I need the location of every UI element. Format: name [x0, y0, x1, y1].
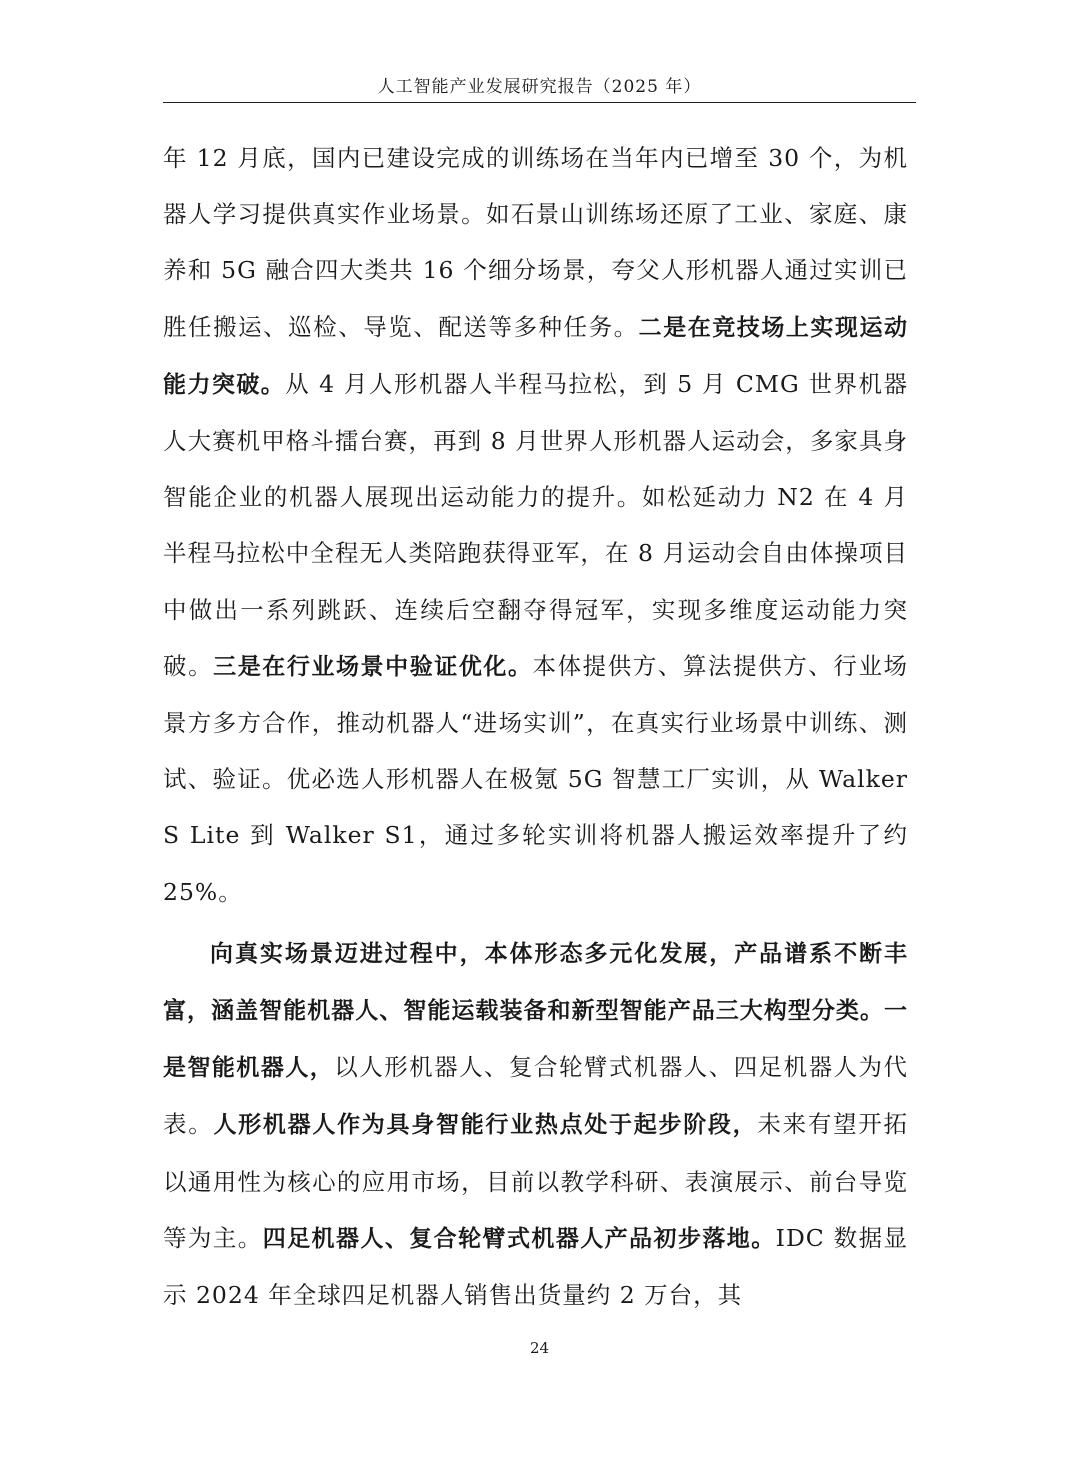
- running-header: 人工智能产业发展研究报告（2025 年）: [377, 77, 702, 97]
- header-rule: [163, 102, 916, 103]
- bold-text-segment: 向真实场景迈进过程中，本体形态多元化发展，产品谱系不断丰富，涵盖智能机器人、智能运载装备和新型智能产品三大构型分类。一是智能机器人，: [163, 940, 908, 1082]
- bold-text-segment: 三是在行业场景中验证优化。: [213, 653, 533, 680]
- body-text: [163, 130, 908, 1323]
- text-segment: 本体提供方、算法提供方、行业场景方多方合作，推动机器人“进场实训”，在真实行业场景中训练、测试、验证。优必选人形机器人在极氪 5G 智慧工厂实训，从 Walker S Lite 到 Walker S1，通过多轮实训将机器人搬运效率提升了约 25%。: [163, 651, 909, 906]
- text-segment: 从 4 月人形机器人半程马拉松，到 5 月 CMG 世界机器人大赛机甲格斗擂台赛，再到 8 月世界人形机器人运动会，多家具身智能企业的机器人展现出运动能力的提升。如松延动力 N2 在 4 月半程马拉松中全程无人类陪跑获得亚军，在 8 月运动会自由体操项目中做出一系列跳跃、连续后空翻夺得冠军，实现多维度运动能力突破。: [163, 369, 908, 680]
- paragraph-2: [163, 925, 908, 1323]
- paragraph-1: [163, 130, 908, 920]
- page-number: 24: [529, 1339, 550, 1357]
- text-segment: 未来有望开拓以通用性为核心的应用市场，目前以教学科研、表演展示、前台导览等为主。: [163, 1110, 909, 1252]
- bold-text-segment: 四足机器人、复合轮臂式机器人产品初步落地。: [262, 1225, 776, 1252]
- bold-text-segment: 二是在竞技场上实现运动能力突破。: [163, 314, 909, 398]
- text-segment: 以人形机器人、复合轮臂式机器人、四足机器人为代表。: [163, 1053, 909, 1139]
- bold-text-segment: 人形机器人作为具身智能行业热点处于起步阶段，: [213, 1112, 758, 1139]
- text-segment: IDC 数据显示 2024 年全球四足机器人销售出货量约 2 万台，其: [163, 1223, 909, 1310]
- text-segment: 年 12 月底，国内已建设完成的训练场在当年内已增至 30 个，为机器人学习提供真实作业场景。如石景山训练场还原了工业、家庭、康养和 5G 融合四大类共 16 个细分场景，夸父人形机器人通过实训已胜任搬运、巡检、导览、配送等多种任务。: [163, 144, 908, 341]
